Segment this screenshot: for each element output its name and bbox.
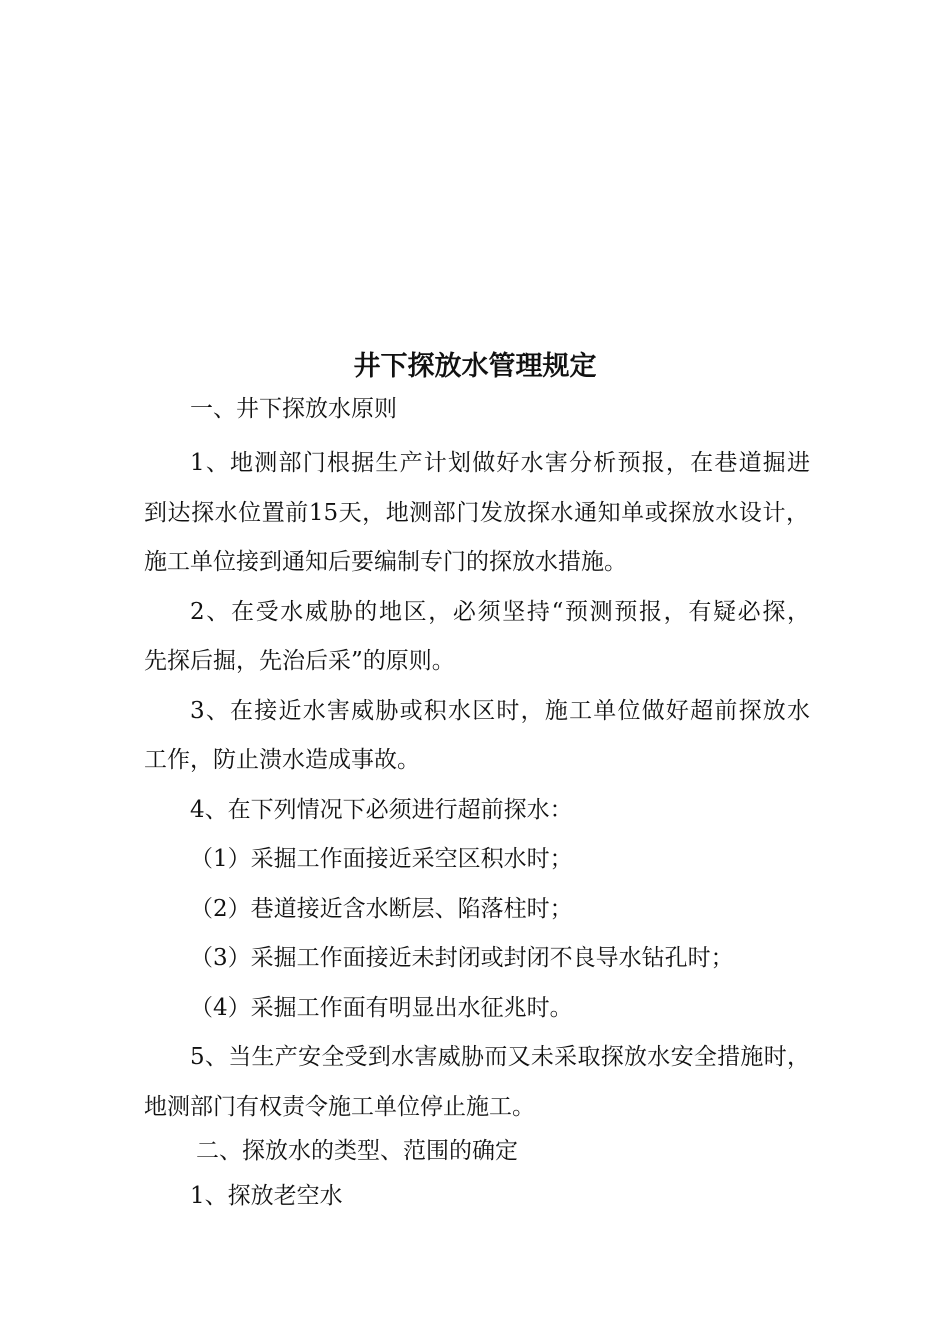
document-title: 井下探放水管理规定: [353, 351, 597, 382]
list-item: （2）巷道接近含水断层、陷落柱时；: [190, 896, 573, 922]
paragraph-2-line-1: 2、在受水威胁的地区，必须坚持“预测预报，有疑必探，: [190, 599, 810, 625]
paragraph-4-line-1: 4、在下列情况下必须进行超前探水：: [190, 797, 573, 823]
paragraph-1-line-3: 施工单位接到通知后要编制专门的探放水措施。: [144, 549, 627, 575]
paragraph-3-line-2: 工作，防止溃水造成事故。: [144, 747, 420, 773]
paragraph-1-line-2: 到达探水位置前15天，地测部门发放探水通知单或探放水设计，: [144, 500, 809, 526]
section-heading-2: 二、探放水的类型、范围的确定: [196, 1138, 518, 1164]
paragraph-5-line-1: 5、当生产安全受到水害威胁而又未采取探放水安全措施时，: [190, 1044, 810, 1070]
paragraph-2-line-2: 先探后掘，先治后采”的原则。: [144, 648, 455, 674]
paragraph-1-line-1: 1、地测部门根据生产计划做好水害分析预报，在巷道掘进: [190, 450, 810, 476]
list-item: （4）采掘工作面有明显出水征兆时。: [190, 995, 573, 1021]
paragraph-5-line-2: 地测部门有权责令施工单位停止施工。: [144, 1094, 535, 1120]
section-heading-1: 一、井下探放水原则: [190, 396, 397, 422]
list-item: （3）采掘工作面接近未封闭或封闭不良导水钻孔时；: [190, 945, 734, 971]
list-item: （1）采掘工作面接近采空区积水时；: [190, 846, 573, 872]
subsection-heading-1: 1、探放老空水: [190, 1183, 343, 1209]
paragraph-3-line-1: 3、在接近水害威胁或积水区时，施工单位做好超前探放水: [190, 698, 810, 724]
